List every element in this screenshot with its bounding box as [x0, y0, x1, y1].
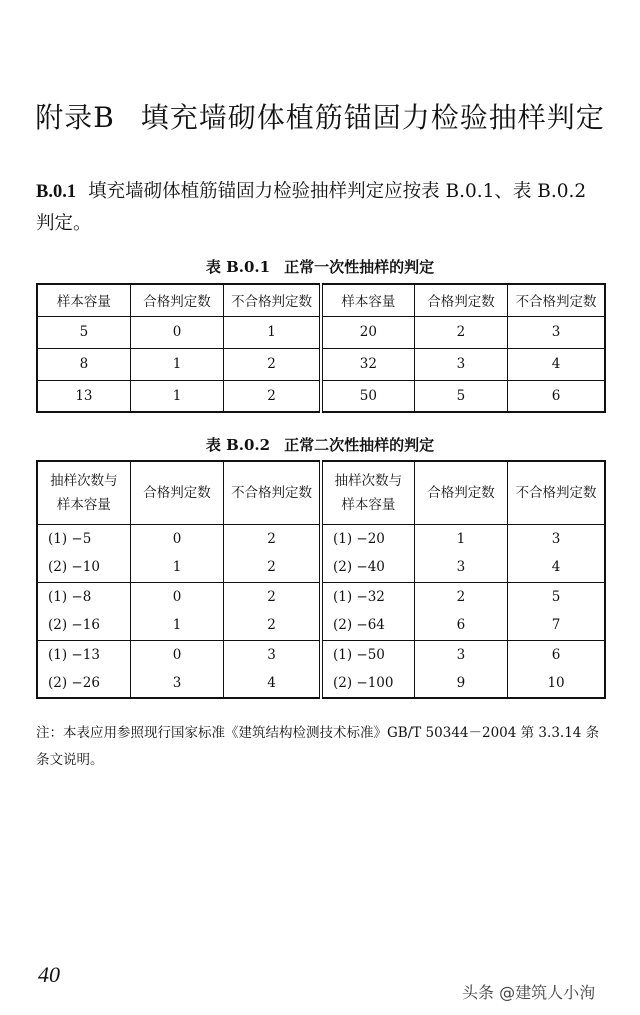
- cell-line: 9: [456, 674, 466, 691]
- table2-cell-right-accept: [414, 524, 507, 582]
- table2-cell-right-accept: [414, 640, 507, 698]
- table1-cell: 1: [224, 316, 321, 348]
- header-accept-left: 合格判定数: [130, 461, 223, 524]
- double-sampling-table: [36, 460, 606, 699]
- cell-line: 6: [551, 646, 561, 663]
- cell-line: 5: [551, 589, 561, 605]
- cell-line: 10: [547, 674, 565, 691]
- table-row: [37, 582, 605, 640]
- table1-cell: 13: [37, 380, 130, 412]
- header-sample-left: 抽样次数与 样本容量: [37, 461, 130, 524]
- cell-line: 3: [551, 531, 561, 547]
- table2-cell-left-sample: [37, 582, 130, 640]
- table2-cell-right-sample: [321, 582, 414, 640]
- table1-header-cell: 合格判定数: [414, 284, 507, 316]
- cell-line: 2: [267, 617, 276, 633]
- table1-cell: 0: [130, 316, 223, 348]
- table-row: [37, 316, 605, 348]
- table1-cell: 20: [321, 316, 414, 348]
- cell-line: 7: [551, 617, 561, 633]
- single-sampling-table: [36, 283, 606, 413]
- table1-caption-text: 正常一次性抽样的判定: [284, 258, 435, 276]
- cell-line: 3: [172, 674, 182, 691]
- table2-cell-left-reject: [224, 640, 321, 698]
- cell-line: 2: [267, 531, 276, 547]
- table1-header-cell: 样本容量: [321, 284, 414, 316]
- cell-line: 1: [172, 617, 182, 633]
- cell-line: (1) −5: [48, 531, 92, 547]
- cell-line: 3: [456, 646, 466, 663]
- header-sample-right: 抽样次数与 样本容量: [321, 461, 414, 524]
- watermark: 头条 @建筑人小洵: [462, 983, 596, 1002]
- cell-line: 3: [267, 646, 276, 663]
- table1-caption: [0, 256, 640, 277]
- table2-cell-left-reject: [224, 582, 321, 640]
- table1-cell: 1: [130, 380, 223, 412]
- table2-cell-right-reject: [508, 640, 605, 698]
- table-row: [37, 348, 605, 380]
- table-row: [37, 524, 605, 582]
- table2-cell-left-accept: [130, 640, 223, 698]
- cell-line: 2: [456, 589, 466, 605]
- table1-cell: 5: [414, 380, 507, 412]
- table1-header-cell: 样本容量: [37, 284, 130, 316]
- cell-line: (1) −8: [48, 589, 92, 605]
- table1-cell: 3: [414, 348, 507, 380]
- table1-cell: 50: [321, 380, 414, 412]
- appendix-subtitle: 填充墙砌体植筋锚固力检验抽样判定: [140, 101, 605, 134]
- cell-line: 1: [172, 559, 182, 575]
- table-row: [37, 640, 605, 698]
- cell-line: 2: [267, 589, 276, 605]
- appendix-label: 附录B: [35, 101, 115, 134]
- table2-cell-right-accept: [414, 582, 507, 640]
- cell-line: 1: [456, 531, 466, 547]
- clause-number: B.0.1: [36, 182, 77, 202]
- table1-caption-number: 表 B.0.1: [205, 258, 271, 276]
- table1-header-cell: 不合格判定数: [508, 284, 605, 316]
- table1-cell: 3: [508, 316, 605, 348]
- cell-line: 0: [172, 589, 182, 605]
- cell-line: (2) −64: [332, 617, 385, 633]
- cell-line: 4: [551, 559, 561, 575]
- table2-caption: [0, 434, 640, 455]
- appendix-title: [0, 96, 640, 136]
- table2-cell-right-sample: [321, 524, 414, 582]
- cell-line: (1) −13: [48, 646, 100, 663]
- header-reject-left: 不合格判定数: [224, 461, 321, 524]
- cell-line: 6: [456, 617, 466, 633]
- table1-header-cell: 不合格判定数: [224, 284, 321, 316]
- table2-cell-left-sample: [37, 640, 130, 698]
- cell-line: (1) −20: [332, 531, 385, 547]
- cell-line: 0: [172, 646, 182, 663]
- table1-cell: 1: [130, 348, 223, 380]
- cell-line: (2) −100: [332, 674, 394, 691]
- table1-cell: 5: [37, 316, 130, 348]
- table2-caption-number: 表 B.0.2: [205, 436, 271, 454]
- table2-cell-right-reject: [508, 582, 605, 640]
- cell-line: (2) −16: [48, 617, 100, 633]
- header-reject-right: 不合格判定数: [508, 461, 605, 524]
- cell-line: (2) −40: [332, 559, 385, 575]
- page-number: 40: [38, 962, 60, 987]
- cell-line: (1) −50: [332, 646, 385, 663]
- intro-paragraph: [36, 176, 608, 240]
- table1-cell: 2: [224, 348, 321, 380]
- table1-cell: 2: [224, 380, 321, 412]
- table1-cell: 32: [321, 348, 414, 380]
- header-accept-right: 合格判定数: [414, 461, 507, 524]
- table1-cell: 8: [37, 348, 130, 380]
- table1-cell: 6: [508, 380, 605, 412]
- table2-cell-left-accept: [130, 582, 223, 640]
- table2-caption-text: 正常二次性抽样的判定: [284, 436, 435, 454]
- table2-cell-left-reject: [224, 524, 321, 582]
- cell-line: 4: [267, 674, 276, 691]
- clause-text: 填充墙砌体植筋锚固力检验抽样判定应按表 B.0.1、表 B.0.2 判定。: [36, 181, 587, 234]
- table1-header-cell: 合格判定数: [130, 284, 223, 316]
- cell-line: (1) −32: [332, 589, 385, 605]
- table2-cell-right-sample: [321, 640, 414, 698]
- table2-cell-left-sample: [37, 524, 130, 582]
- table2-cell-right-reject: [508, 524, 605, 582]
- table-note: 注：本表应用参照现行国家标准《建筑结构检测技术标准》GB/T 50344－2004 第 3.3.14 条条文说明。: [36, 725, 600, 768]
- cell-line: (2) −10: [48, 559, 100, 575]
- cell-line: (2) −26: [48, 674, 100, 691]
- cell-line: 3: [456, 559, 466, 575]
- table1-cell: 2: [414, 316, 507, 348]
- table-row: [37, 380, 605, 412]
- table1-cell: 4: [508, 348, 605, 380]
- cell-line: 0: [172, 531, 182, 547]
- table2-cell-left-accept: [130, 524, 223, 582]
- cell-line: 2: [267, 559, 276, 575]
